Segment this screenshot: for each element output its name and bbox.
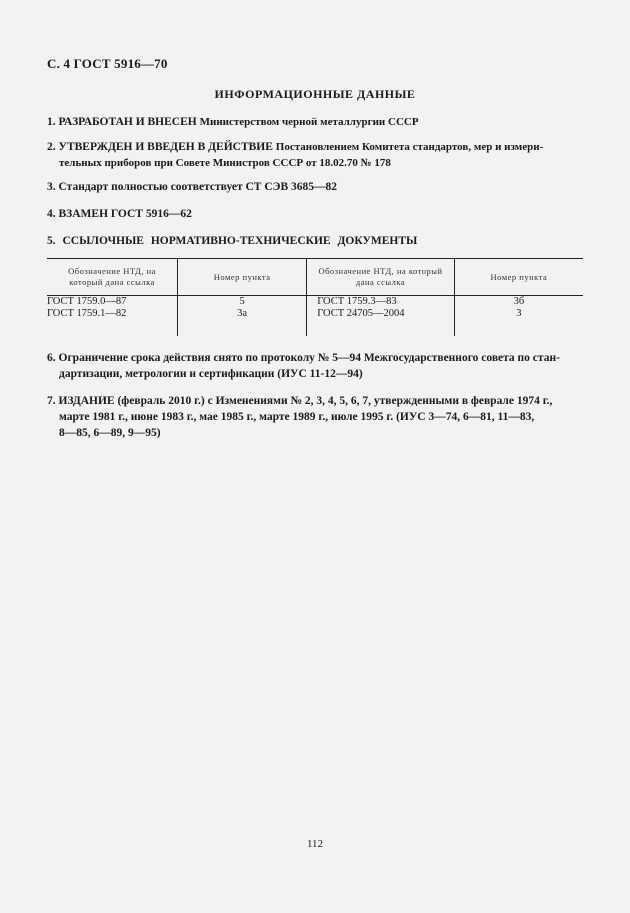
table-cell: 3 bbox=[516, 308, 522, 319]
item-2-label: 2. УТВЕРЖДЕН И ВВЕДЕН В ДЕЙСТВИЕ bbox=[47, 141, 273, 153]
item-1-text: Министерством черной металлургии СССР bbox=[199, 116, 419, 128]
col-header-doc-1: Обозначение НТД, на который дана ссылка bbox=[47, 259, 178, 296]
table-cell: 3а bbox=[237, 308, 248, 319]
table-cell: ГОСТ 1759.0—87 bbox=[47, 296, 127, 307]
table-cell-points-1 bbox=[178, 296, 307, 337]
table-cell: 5 bbox=[239, 296, 245, 307]
item-7-line1: 7. ИЗДАНИЕ (февраль 2010 г.) с Изменениями № 2, 3, 4, 5, 6, 7, утвержденными в феврале 1974 г., bbox=[47, 395, 553, 407]
item-4: 4. ВЗАМЕН ГОСТ 5916—62 bbox=[47, 208, 192, 220]
item-7 bbox=[47, 393, 583, 441]
references-table bbox=[47, 258, 583, 336]
item-2 bbox=[47, 139, 583, 171]
item-7-line3: 8—85, 6—89, 9—95) bbox=[59, 427, 161, 439]
table-header-row bbox=[47, 259, 583, 296]
page-number: 112 bbox=[306, 838, 324, 850]
item-1 bbox=[47, 114, 583, 130]
item-6-line1: 6. Ограничение срока действия снято по протоколу № 5—94 Межгосударственного совета по стан- bbox=[47, 352, 560, 364]
table-cell: ГОСТ 24705—2004 bbox=[317, 308, 405, 319]
item-6 bbox=[47, 350, 583, 382]
item-2-text-line1: Постановлением Комитета стандартов, мер и измери- bbox=[275, 141, 544, 153]
table-cell-docs-2 bbox=[307, 296, 455, 337]
item-1-label: 1. РАЗРАБОТАН И ВНЕСЕН bbox=[47, 116, 197, 128]
col-header-point-1: Номер пункта bbox=[178, 259, 307, 296]
col-header-point-2: Номер пункта bbox=[454, 259, 583, 296]
table-cell-points-2 bbox=[454, 296, 583, 337]
table-cell: 3б bbox=[513, 296, 525, 307]
item-6-line2: дартизации, метрологии и сертификации (ИУС 11-12—94) bbox=[59, 368, 363, 380]
col-header-doc-2: Обозначение НТД, на который дана ссылка bbox=[307, 259, 455, 296]
section-title: ИНФОРМАЦИОННЫЕ ДАННЫЕ bbox=[214, 87, 416, 101]
page-header: С. 4 ГОСТ 5916—70 bbox=[47, 56, 168, 71]
item-5: 5. ССЫЛОЧНЫЕ НОРМАТИВНО-ТЕХНИЧЕСКИЕ ДОКУМЕНТЫ bbox=[47, 235, 418, 247]
table-cell: ГОСТ 1759.1—82 bbox=[47, 308, 127, 319]
item-3: 3. Стандарт полностью соответствует СТ СЭВ 3685—82 bbox=[47, 181, 338, 193]
table-cell-docs-1 bbox=[47, 296, 178, 337]
table-row bbox=[47, 296, 583, 337]
item-7-line2: марте 1981 г., июне 1983 г., мае 1985 г., марте 1989 г., июле 1995 г. (ИУС 3—74, 6—81, 11—83, bbox=[59, 411, 535, 423]
table-cell: ГОСТ 1759.3—83 bbox=[317, 296, 397, 307]
item-2-text-line2: тельных приборов при Совете Министров СССР от 18.02.70 № 178 bbox=[59, 157, 391, 169]
